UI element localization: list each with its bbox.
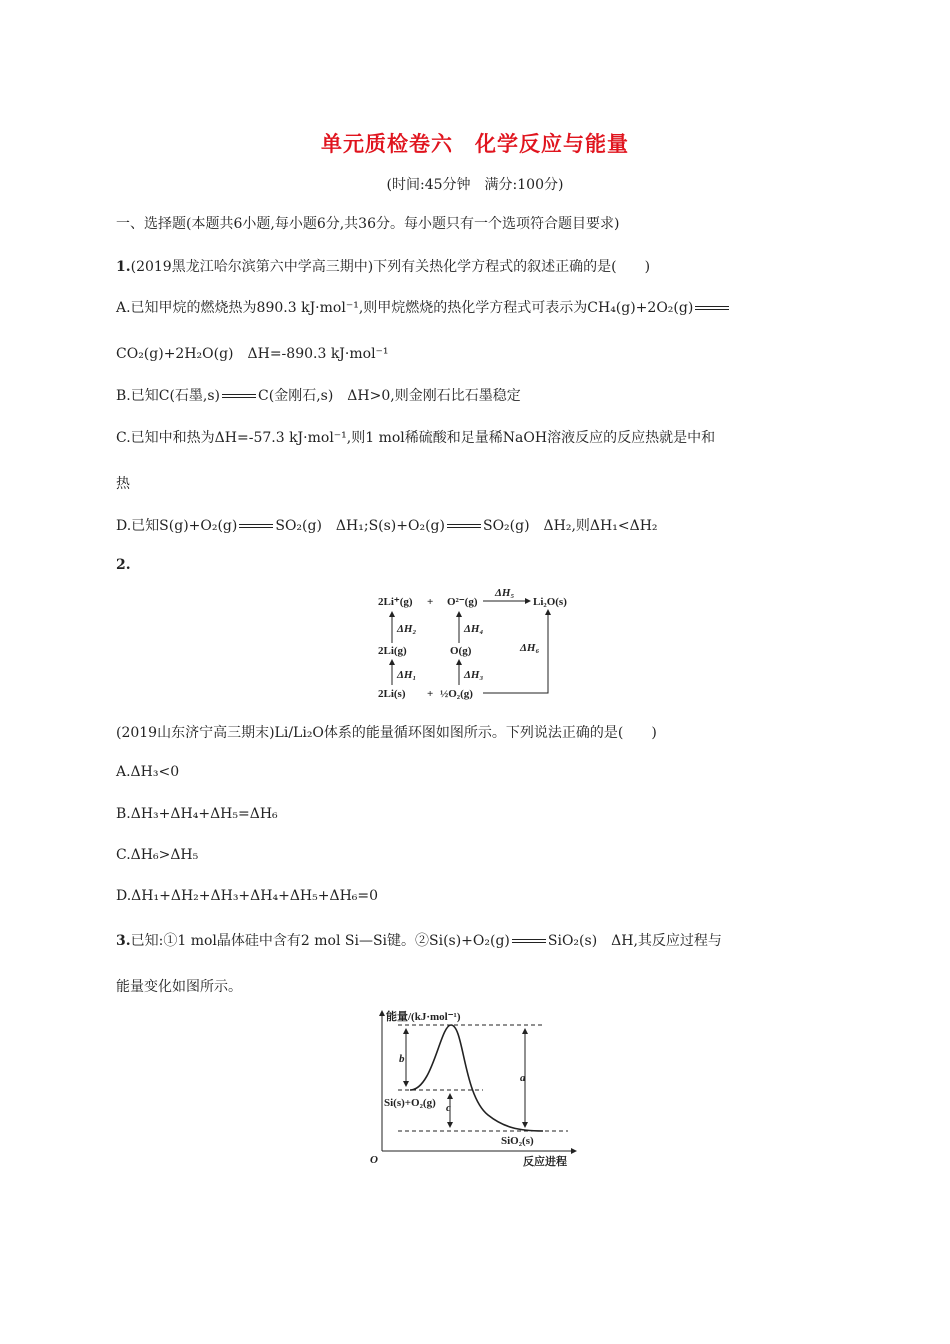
option-text: D.已知S(g)+O₂(g) xyxy=(116,518,238,534)
option-text: SO₂(g) ΔH₂,则ΔH₁<ΔH₂ xyxy=(482,518,658,534)
section-heading: 一、选择题(本题共6小题,每小题6分,共36分。每小题只有一个选项符合题目要求) xyxy=(116,216,620,232)
equals-sign xyxy=(512,939,546,943)
q1-option-b xyxy=(116,385,521,405)
label-plus: + xyxy=(427,596,434,608)
label-c: c xyxy=(446,1102,451,1114)
label-plus-2: + xyxy=(427,688,434,700)
question-number: 1. xyxy=(116,259,131,275)
label-b: b xyxy=(399,1053,405,1065)
equals-sign xyxy=(222,394,256,398)
energy-profile-graph xyxy=(368,1005,583,1170)
y-axis-label: 能量/(kJ·mol⁻¹) xyxy=(386,1011,461,1023)
label-dh1: ΔH₁ xyxy=(397,669,417,681)
label-dh4: ΔH₄ xyxy=(464,623,484,635)
label-2li-s: 2Li(s) xyxy=(378,688,406,700)
question-text: 已知:①1 mol晶体硅中含有2 mol Si—Si键。②Si(s)+O₂(g) xyxy=(130,933,510,949)
q2-option-d: D.ΔH₁+ΔH₂+ΔH₃+ΔH₄+ΔH₅+ΔH₆=0 xyxy=(116,888,379,904)
option-text: B.已知C(石墨,s) xyxy=(116,388,221,404)
origin-label: O xyxy=(370,1154,378,1166)
equals-sign xyxy=(447,524,481,528)
label-o2-ion: O²⁻(g) xyxy=(447,596,478,608)
label-2li-ion: 2Li⁺(g) xyxy=(378,596,413,608)
label-2li-g: 2Li(g) xyxy=(378,645,407,657)
equals-sign xyxy=(695,306,729,310)
question-text: (2019黑龙江哈尔滨第六中学高三期中)下列有关热化学方程式的叙述正确的是( ) xyxy=(130,259,651,275)
equals-sign xyxy=(239,524,273,528)
question-3-stem xyxy=(116,930,722,950)
label-reactant: Si(s)+O₂(g) xyxy=(384,1097,436,1109)
option-text: SO₂(g) ΔH₁;S(s)+O₂(g) xyxy=(275,518,445,534)
option-text: A.已知甲烷的燃烧热为890.3 kJ·mol⁻¹,则甲烷燃烧的热化学方程式可表示为CH₄(g)+2O₂(g) xyxy=(116,300,694,316)
label-o-g: O(g) xyxy=(450,645,472,657)
q1-option-d xyxy=(116,515,658,535)
label-dh3: ΔH₃ xyxy=(464,669,484,681)
label-dh5: ΔH₅ xyxy=(495,587,515,599)
label-dh6: ΔH₆ xyxy=(520,642,540,654)
q1-option-c-cont: 热 xyxy=(116,476,130,492)
question-1-stem xyxy=(116,256,650,276)
exam-info: (时间:45分钟 满分:100分) xyxy=(386,177,564,193)
label-product: SiO₂(s) xyxy=(501,1135,534,1147)
q2-option-b: B.ΔH₃+ΔH₄+ΔH₅=ΔH₆ xyxy=(116,806,278,822)
question-2-number: 2. xyxy=(116,557,131,573)
q2-option-c: C.ΔH₆>ΔH₅ xyxy=(116,847,199,863)
label-dh2: ΔH₂ xyxy=(397,623,417,635)
label-half-o2: ½O₂(g) xyxy=(440,688,473,700)
label-li2o: Li₂O(s) xyxy=(533,596,567,608)
q1-option-a-cont: CO₂(g)+2H₂O(g) ΔH=-890.3 kJ·mol⁻¹ xyxy=(116,346,389,362)
q2-option-a: A.ΔH₃<0 xyxy=(116,764,180,780)
question-number: 3. xyxy=(116,933,131,949)
energy-cycle-diagram xyxy=(370,585,580,705)
q1-option-a xyxy=(116,297,731,317)
label-a: a xyxy=(520,1072,526,1084)
q1-option-c: C.已知中和热为ΔH=-57.3 kJ·mol⁻¹,则1 mol稀硫酸和足量稀NaOH溶液反应的反应热就是中和 xyxy=(116,430,716,446)
option-text: C(金刚石,s) ΔH>0,则金刚石比石墨稳定 xyxy=(258,388,521,404)
question-3-stem-cont: 能量变化如图所示。 xyxy=(116,979,242,995)
question-text: SiO₂(s) ΔH,其反应过程与 xyxy=(547,933,722,949)
question-2-stem: (2019山东济宁高三期末)Li/Li₂O体系的能量循环图如图所示。下列说法正确的是( ) xyxy=(116,725,657,741)
page-title: 单元质检卷六 化学反应与能量 xyxy=(321,131,629,156)
x-axis-label: 反应进程 xyxy=(523,1156,567,1168)
